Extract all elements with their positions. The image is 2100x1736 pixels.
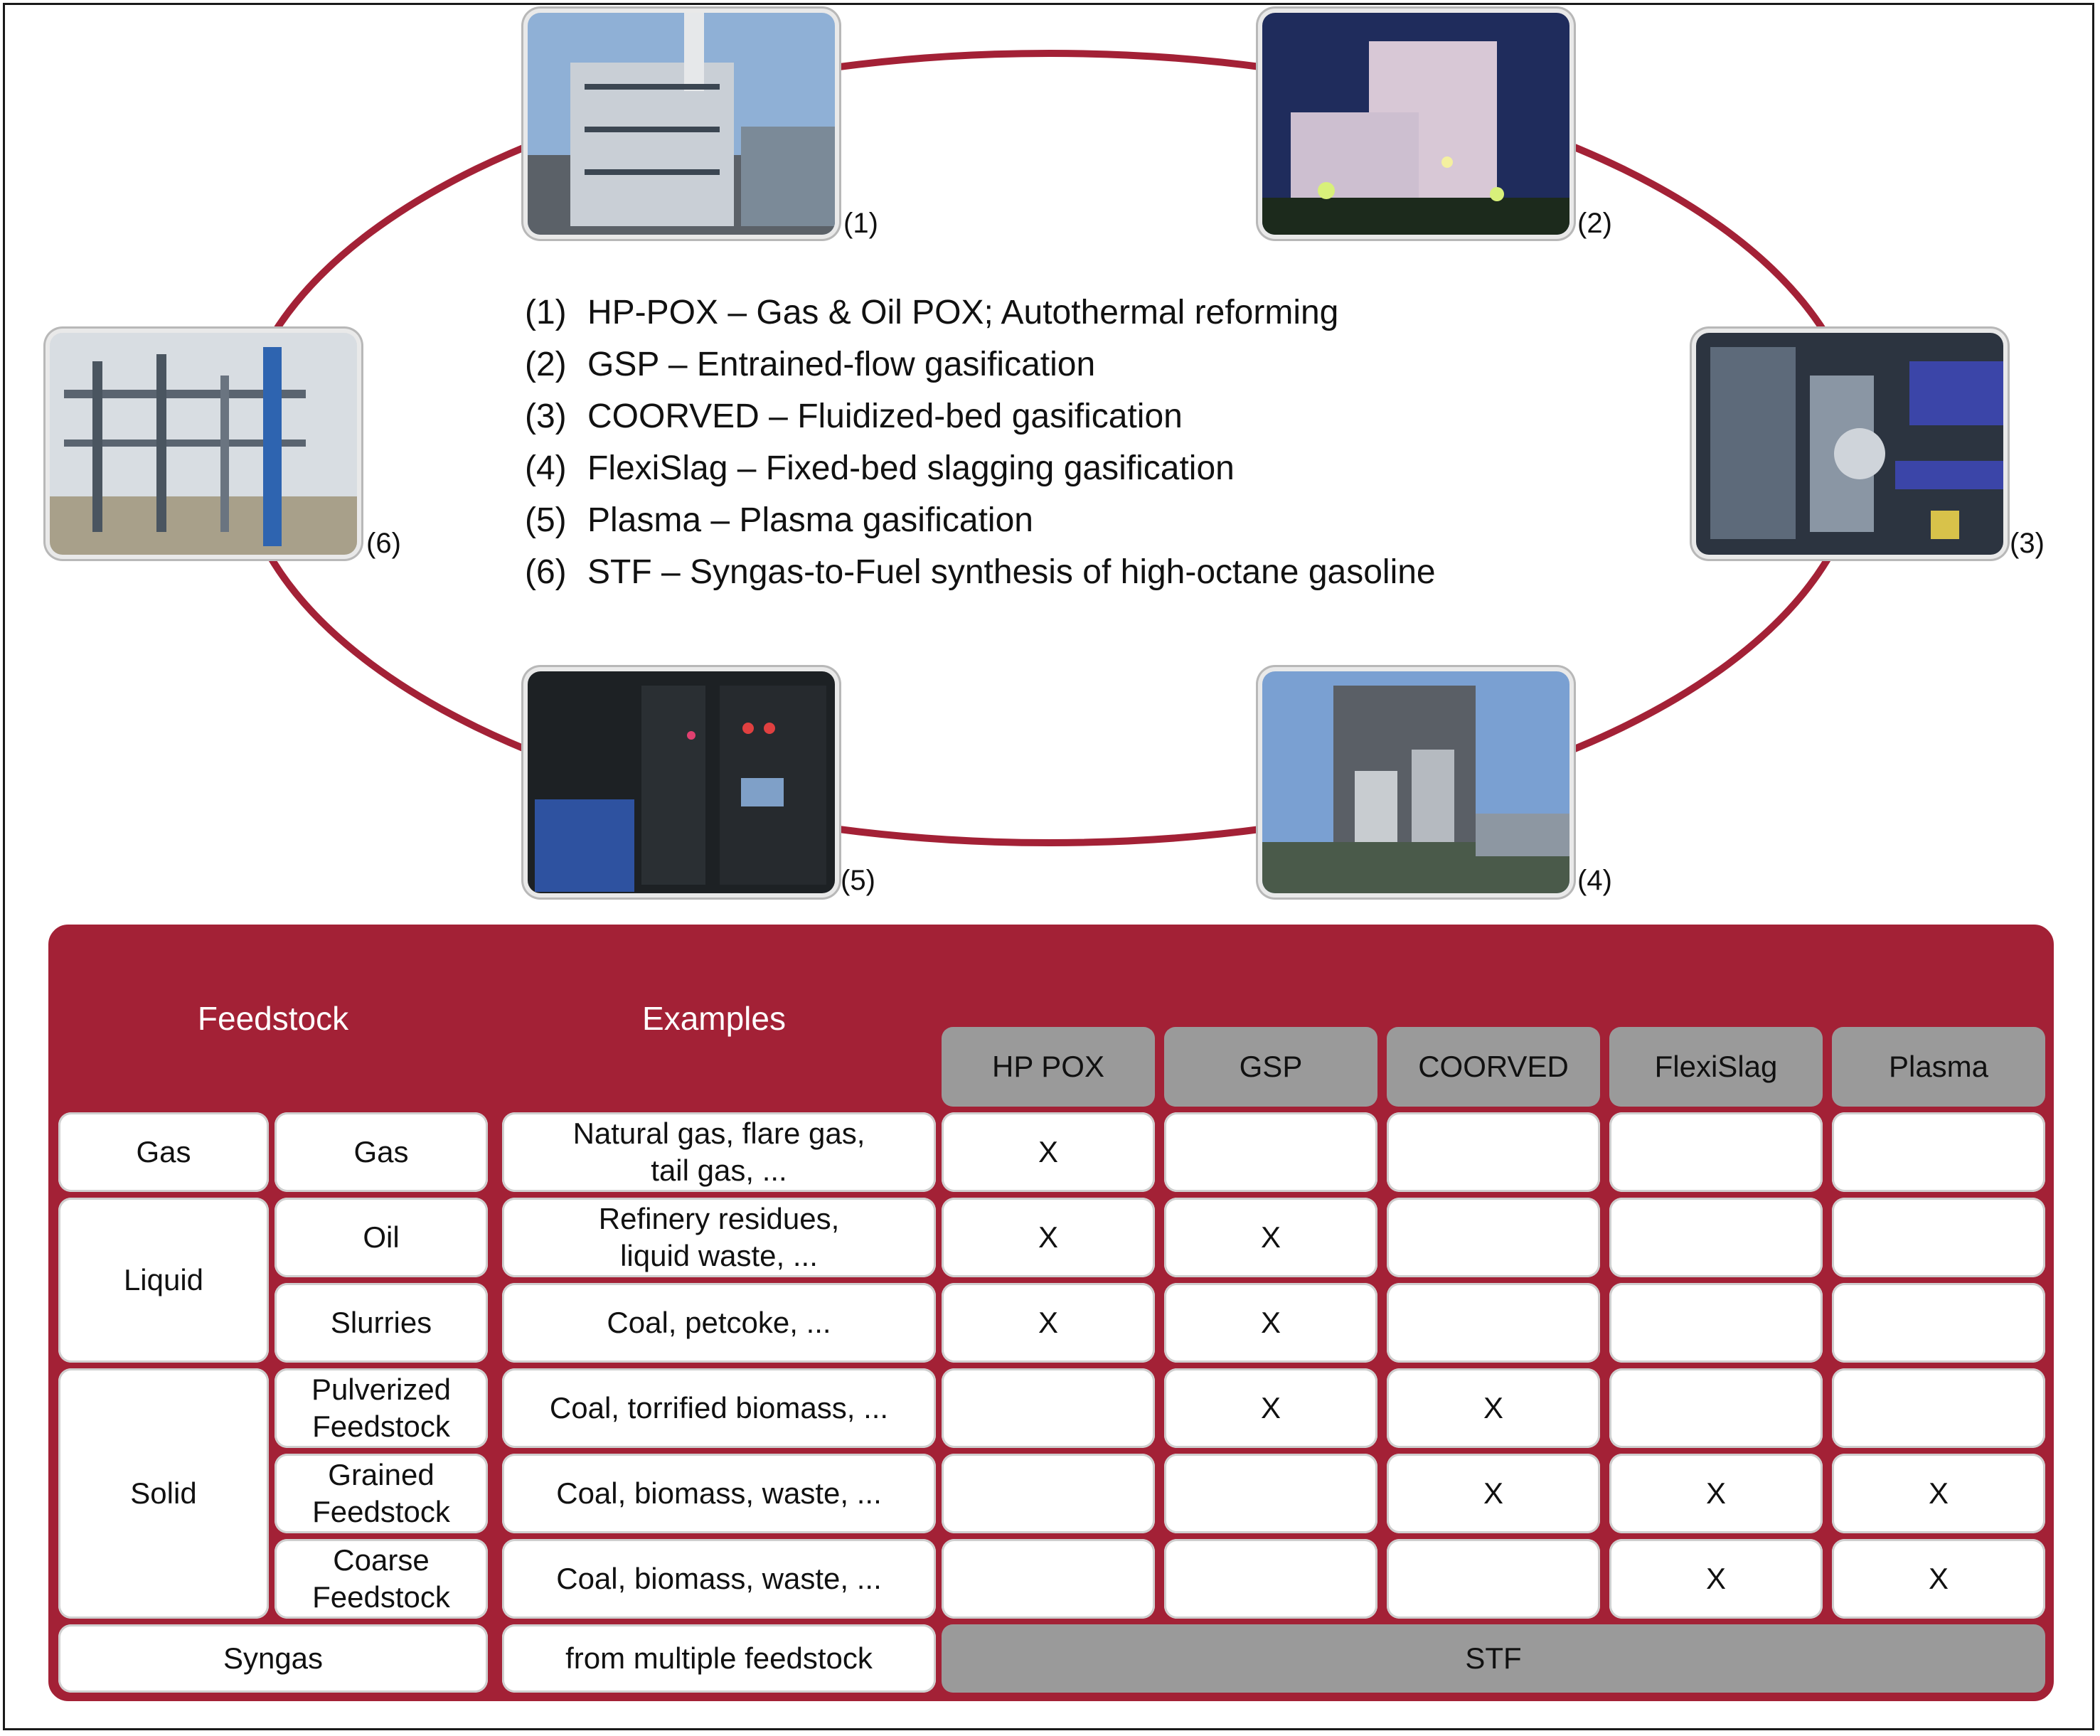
legend-number: (4) <box>525 449 567 487</box>
mark-cell <box>1164 1454 1377 1533</box>
mark-cell <box>942 1368 1155 1448</box>
examples-cell: Refinery residues, liquid waste, ... <box>502 1198 936 1277</box>
header-feedstock: Feedstock <box>197 1000 349 1037</box>
header-process: FlexiSlag <box>1609 1027 1823 1107</box>
subtype-cell: Oil <box>275 1198 488 1277</box>
mark-cell <box>1832 1368 2045 1448</box>
subtype-cell: Pulverized Feedstock <box>275 1368 488 1448</box>
photo-label-6: (6) <box>366 528 401 559</box>
mark-cell <box>1609 1283 1823 1363</box>
examples-cell: Coal, biomass, waste, ... <box>502 1454 936 1533</box>
mark-cell: X <box>1609 1539 1823 1619</box>
photo-label-5: (5) <box>841 865 875 896</box>
mark-cell: X <box>1164 1283 1377 1363</box>
subtype-cell: Coarse Feedstock <box>275 1539 488 1619</box>
mark-cell <box>942 1454 1155 1533</box>
examples-cell: Coal, biomass, waste, ... <box>502 1539 936 1619</box>
group-solid: Solid <box>58 1368 269 1619</box>
mark-cell <box>1832 1283 2045 1363</box>
mark-cell: X <box>1387 1454 1600 1533</box>
photo-label-1: (1) <box>843 208 878 239</box>
subtype-cell: Grained Feedstock <box>275 1454 488 1533</box>
mark-cell: X <box>942 1283 1155 1363</box>
legend-number: (2) <box>525 346 567 383</box>
examples-cell: Coal, torrified biomass, ... <box>502 1368 936 1448</box>
legend-item <box>525 501 1436 553</box>
mark-cell: X <box>1164 1368 1377 1448</box>
photo-coorved <box>1696 333 2003 555</box>
header-process: COORVED <box>1387 1027 1600 1107</box>
legend-text: HP-POX – Gas & Oil POX; Autothermal reforming <box>587 294 1339 331</box>
syngas-examples: from multiple feedstock <box>502 1624 936 1693</box>
legend-item <box>525 345 1436 397</box>
subtype-cell: Gas <box>275 1112 488 1192</box>
legend-text: Plasma – Plasma gasification <box>587 501 1033 539</box>
photo-flexislag <box>1262 671 1569 893</box>
group-gas: Gas <box>58 1112 269 1192</box>
mark-cell <box>1387 1283 1600 1363</box>
mark-cell <box>1832 1198 2045 1277</box>
header-process: Plasma <box>1832 1027 2045 1107</box>
photo-label-3: (3) <box>2010 528 2045 559</box>
photo-label-2: (2) <box>1577 208 1612 239</box>
legend-text: STF – Syngas-to-Fuel synthesis of high-octane gasoline <box>587 553 1436 591</box>
mark-cell <box>1387 1198 1600 1277</box>
mark-cell: X <box>1609 1454 1823 1533</box>
examples-cell: Natural gas, flare gas, tail gas, ... <box>502 1112 936 1192</box>
legend-number: (1) <box>525 294 567 331</box>
mark-cell <box>1609 1198 1823 1277</box>
mark-cell <box>1164 1539 1377 1619</box>
examples-cell: Coal, petcoke, ... <box>502 1283 936 1363</box>
legend-item <box>525 293 1436 345</box>
legend-text: FlexiSlag – Fixed-bed slagging gasification <box>587 449 1235 487</box>
process-legend <box>525 293 1436 605</box>
feedstock-table <box>48 925 2054 1701</box>
legend-item <box>525 553 1436 605</box>
header-examples: Examples <box>642 1000 786 1037</box>
legend-number: (5) <box>525 501 567 539</box>
photo-stf <box>50 333 357 555</box>
mark-cell <box>1609 1368 1823 1448</box>
mark-cell: X <box>942 1112 1155 1192</box>
mark-cell <box>1387 1112 1600 1192</box>
legend-text: GSP – Entrained-flow gasification <box>587 346 1096 383</box>
header-process: HP POX <box>942 1027 1155 1107</box>
group-liquid: Liquid <box>58 1198 269 1363</box>
legend-text: COORVED – Fluidized-bed gasification <box>587 398 1183 435</box>
photo-hp-pox <box>528 13 835 235</box>
legend-number: (6) <box>525 553 567 591</box>
mark-cell <box>1164 1112 1377 1192</box>
subtype-cell: Slurries <box>275 1283 488 1363</box>
mark-cell: X <box>1164 1198 1377 1277</box>
mark-cell <box>1387 1539 1600 1619</box>
mark-cell: X <box>1832 1454 2045 1533</box>
photo-plasma <box>528 671 835 893</box>
mark-cell: X <box>1832 1539 2045 1619</box>
syngas-label: Syngas <box>58 1624 488 1693</box>
mark-cell <box>1609 1112 1823 1192</box>
mark-cell <box>942 1539 1155 1619</box>
legend-item <box>525 397 1436 449</box>
photo-label-4: (4) <box>1577 865 1612 896</box>
photo-gsp <box>1262 13 1569 235</box>
header-process: GSP <box>1164 1027 1377 1107</box>
stf-process-cell: STF <box>942 1624 2045 1693</box>
mark-cell: X <box>942 1198 1155 1277</box>
mark-cell: X <box>1387 1368 1600 1448</box>
legend-number: (3) <box>525 398 567 435</box>
mark-cell <box>1832 1112 2045 1192</box>
legend-item <box>525 449 1436 501</box>
